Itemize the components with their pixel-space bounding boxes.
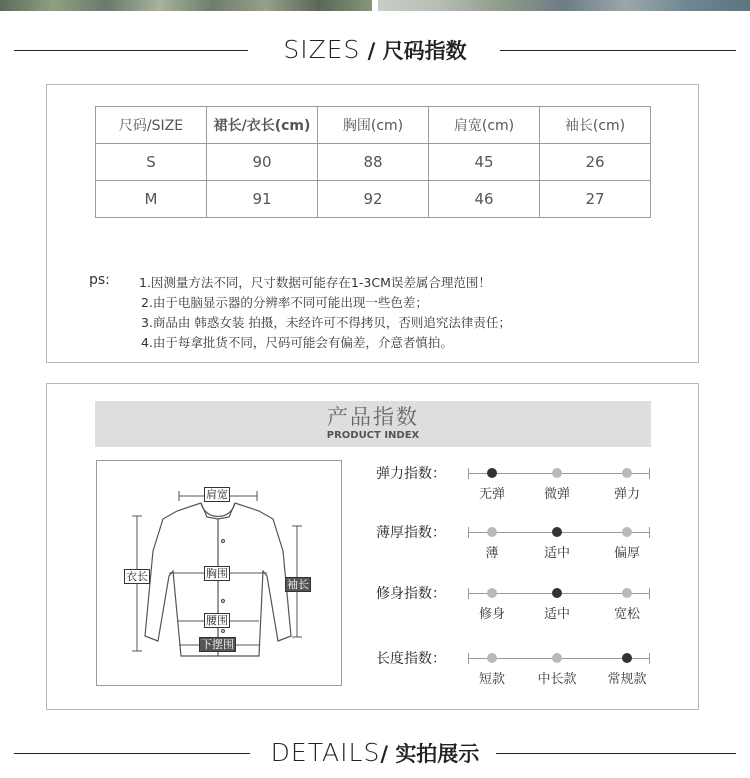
- index-dot: [622, 468, 632, 478]
- header-chest: 胸围(cm): [318, 107, 429, 144]
- table-cell: 45: [429, 144, 540, 181]
- index-dot-selected: [552, 527, 562, 537]
- details-title-en: DETAILS: [270, 738, 381, 767]
- index-option: 弹力: [613, 487, 641, 502]
- index-label: 修身指数：: [376, 586, 446, 602]
- table-cell: M: [96, 181, 207, 218]
- index-scale: [468, 532, 650, 533]
- garment-diagram: [96, 460, 342, 686]
- sizes-title: [0, 32, 750, 68]
- label-sleeve: 袖长: [287, 578, 309, 591]
- table-cell: 26: [540, 144, 651, 181]
- table-cell: 91: [207, 181, 318, 218]
- index-scale: [468, 658, 650, 659]
- details-title-zh: 实拍展示: [395, 742, 480, 766]
- top-photo-strip: [0, 0, 750, 11]
- product-index-title-en: PRODUCT INDEX: [326, 430, 420, 441]
- index-dot: [487, 527, 497, 537]
- product-index-header: [95, 401, 651, 447]
- index-option: 薄: [485, 546, 499, 561]
- index-label: 弹力指数：: [376, 466, 446, 482]
- sizes-title-zh: 尺码指数: [382, 39, 467, 63]
- header-length: 裙长/衣长(cm): [207, 107, 318, 144]
- header-size: 尺码/SIZE: [96, 107, 207, 144]
- note-item: 3.商品由 韩惑女装 拍摄，未经许可不得拷贝，否则追究法律责任；: [141, 315, 511, 330]
- table-row: [96, 181, 651, 218]
- index-option: 修身: [478, 607, 506, 622]
- table-cell: 88: [318, 144, 429, 181]
- index-dot: [552, 468, 562, 478]
- product-index-panel: [46, 383, 699, 710]
- table-cell: 46: [429, 181, 540, 218]
- sizes-title-slash: /: [360, 39, 383, 63]
- index-option: 常规款: [607, 672, 647, 687]
- table-cell: S: [96, 144, 207, 181]
- details-title: [0, 735, 750, 771]
- index-option: 中长款: [537, 672, 577, 687]
- table-cell: 92: [318, 181, 429, 218]
- index-dot: [622, 527, 632, 537]
- header-shoulder: 肩宽(cm): [429, 107, 540, 144]
- size-table: [95, 106, 651, 218]
- index-dot: [487, 653, 497, 663]
- index-dot: [487, 588, 497, 598]
- photo-right: [378, 0, 750, 11]
- label-shoulder: 肩宽: [206, 488, 228, 501]
- photo-left: [0, 0, 372, 11]
- note-item: 4.由于每拿批货不同，尺码可能会有偏差，介意者慎拍。: [141, 335, 453, 350]
- index-scale: [468, 593, 650, 594]
- index-option: 无弹: [478, 487, 506, 502]
- index-option: 适中: [543, 607, 571, 622]
- index-option: 适中: [543, 546, 571, 561]
- table-cell: 27: [540, 181, 651, 218]
- table-cell: 90: [207, 144, 318, 181]
- details-title-slash: /: [380, 742, 396, 766]
- index-label: 长度指数：: [376, 651, 446, 667]
- note-item: 2.由于电脑显示器的分辨率不同可能出现一些色差；: [141, 295, 428, 310]
- label-hem: 下摆围: [201, 638, 234, 651]
- index-option: 微弹: [543, 487, 571, 502]
- label-waist: 腰围: [206, 614, 228, 627]
- note-item: 1.因测量方法不同，尺寸数据可能存在1-3CM误差属合理范围！: [139, 275, 491, 290]
- size-table-header: [96, 107, 651, 144]
- sizes-title-en: SIZES: [283, 35, 361, 64]
- index-scale: [468, 473, 650, 474]
- label-chest: 胸围: [206, 567, 228, 580]
- product-index-title-zh: 产品指数: [327, 405, 419, 429]
- index-option: 短款: [478, 672, 506, 687]
- header-sleeve: 袖长(cm): [540, 107, 651, 144]
- index-dot-selected: [487, 468, 497, 478]
- index-dot: [622, 588, 632, 598]
- index-option: 宽松: [613, 607, 641, 622]
- index-dot-selected: [622, 653, 632, 663]
- notes-label: ps:: [89, 272, 110, 288]
- index-dot: [552, 653, 562, 663]
- table-row: [96, 144, 651, 181]
- size-chart-panel: [46, 84, 699, 363]
- index-label: 薄厚指数：: [376, 525, 446, 541]
- index-option: 偏厚: [613, 546, 641, 561]
- label-length: 衣长: [126, 570, 148, 583]
- index-dot-selected: [552, 588, 562, 598]
